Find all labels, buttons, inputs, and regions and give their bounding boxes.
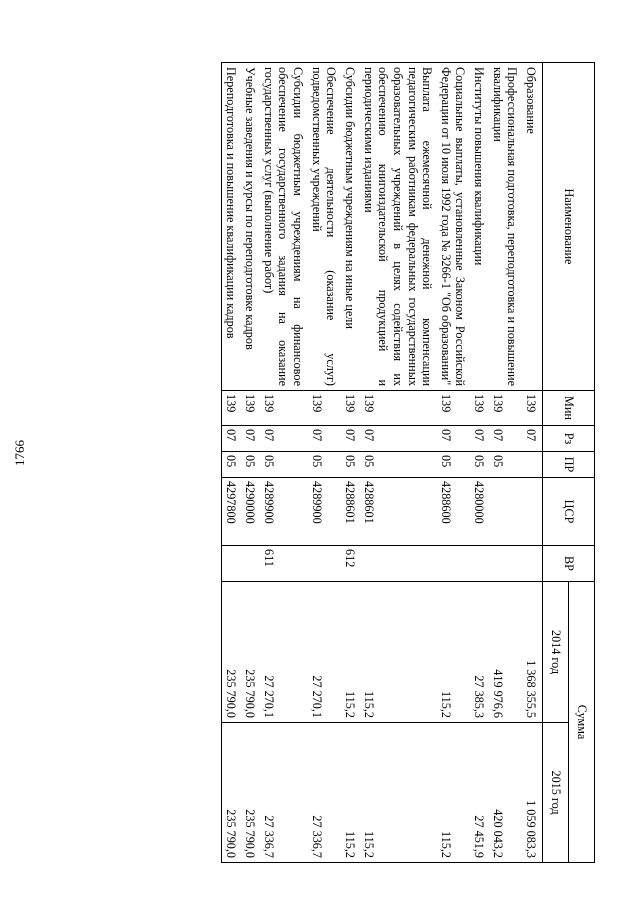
row-csr: 4288601	[340, 478, 359, 546]
row-name: Субсидии бюджетным учреждениям на финансовое обеспечение государственного задания на оказание государственных услуг (выполнение работ)	[259, 63, 307, 391]
header-vr: ВР	[543, 546, 595, 582]
row-2014: 235 790,0	[240, 582, 259, 723]
row-csr	[488, 478, 521, 546]
row-2015: 420 043,2	[488, 723, 521, 863]
row-2015: 27 336,7	[259, 723, 307, 863]
table-row	[221, 63, 240, 863]
row-rz: 07	[359, 426, 436, 452]
row-vr	[436, 546, 469, 582]
table-row	[359, 63, 436, 863]
row-2014: 1 368 355,5	[521, 582, 542, 723]
budget-table	[221, 62, 595, 863]
table-row	[259, 63, 307, 863]
table-row	[436, 63, 469, 863]
row-2015: 235 790,0	[221, 723, 240, 863]
row-name: Образование	[521, 63, 542, 391]
row-vr	[240, 546, 259, 582]
row-2014: 27 270,1	[259, 582, 307, 723]
table-row	[340, 63, 359, 863]
row-min: 139	[521, 391, 542, 426]
row-pr: 05	[240, 452, 259, 478]
row-csr: 4288600	[436, 478, 469, 546]
row-rz: 07	[340, 426, 359, 452]
table-body	[221, 63, 542, 863]
row-vr	[221, 546, 240, 582]
row-vr	[359, 546, 436, 582]
row-pr: 05	[307, 452, 340, 478]
row-csr	[521, 478, 542, 546]
row-min: 139	[359, 391, 436, 426]
header-name: Наименование	[543, 63, 595, 391]
row-rz: 07	[221, 426, 240, 452]
row-min: 139	[221, 391, 240, 426]
row-rz: 07	[469, 426, 488, 452]
row-min: 139	[340, 391, 359, 426]
row-csr: 4297800	[221, 478, 240, 546]
table-row	[521, 63, 542, 863]
header-rz: Рз	[543, 426, 595, 452]
row-2015: 115,2	[359, 723, 436, 863]
row-rz: 07	[240, 426, 259, 452]
row-name: Переподготовка и повышение квалификации кадров	[221, 63, 240, 391]
row-2014: 115,2	[340, 582, 359, 723]
row-pr: 05	[359, 452, 436, 478]
row-rz: 07	[307, 426, 340, 452]
row-2014: 419 976,6	[488, 582, 521, 723]
row-name: Выплата ежемесячной денежной компенсации педагогическим работникам федеральных государственных образовательных учреждений в целях содействия их обеспечению книгоиздательской продукцией и периодическими изданиями	[359, 63, 436, 391]
table-row	[488, 63, 521, 863]
table-header	[543, 63, 595, 863]
row-vr	[521, 546, 542, 582]
header-csr: ЦСР	[543, 478, 595, 546]
row-pr: 05	[340, 452, 359, 478]
row-2015: 115,2	[340, 723, 359, 863]
row-name: Социальные выплаты, установленные Законом Российской Федерации от 10 июля 1992 года № 3266-1 "Об образовании"	[436, 63, 469, 391]
row-min: 139	[469, 391, 488, 426]
row-pr	[521, 452, 542, 478]
row-min: 139	[488, 391, 521, 426]
row-pr: 05	[259, 452, 307, 478]
row-vr: 611	[259, 546, 307, 582]
page-number-block	[0, 398, 40, 508]
table-row	[240, 63, 259, 863]
row-csr: 4289900	[259, 478, 307, 546]
row-name: Институты повышения квалификации	[469, 63, 488, 391]
row-csr: 4288601	[359, 478, 436, 546]
row-name: Учебные заведения и курсы по переподготовке кадров	[240, 63, 259, 391]
row-min: 139	[259, 391, 307, 426]
row-2015: 27 336,7	[307, 723, 340, 863]
header-2015: 2015 год	[543, 723, 569, 863]
row-pr: 05	[221, 452, 240, 478]
row-pr: 05	[436, 452, 469, 478]
row-2015: 1 059 083,3	[521, 723, 542, 863]
header-2014: 2014 год	[543, 582, 569, 723]
header-sum: Сумма	[569, 582, 595, 863]
row-name: Профессиональная подготовка, переподготовка и повышение квалификации	[488, 63, 521, 391]
row-vr	[488, 546, 521, 582]
row-rz: 07	[259, 426, 307, 452]
row-2014: 235 790,0	[221, 582, 240, 723]
row-vr: 612	[340, 546, 359, 582]
row-rz: 07	[436, 426, 469, 452]
row-min: 139	[436, 391, 469, 426]
table-row	[307, 63, 340, 863]
row-pr: 05	[488, 452, 521, 478]
row-name: Субсидии бюджетным учреждениям на иные цели	[340, 63, 359, 391]
row-min: 139	[240, 391, 259, 426]
header-min: Мин	[543, 391, 595, 426]
row-vr	[469, 546, 488, 582]
row-2014: 27 270,1	[307, 582, 340, 723]
row-name: Обеспечение деятельности (оказание услуг) подведомственных учреждений	[307, 63, 340, 391]
row-csr: 4289900	[307, 478, 340, 546]
row-vr	[307, 546, 340, 582]
header-pr: ПР	[543, 452, 595, 478]
row-rz: 07	[521, 426, 542, 452]
rotated-document	[80, 62, 595, 862]
row-min: 139	[307, 391, 340, 426]
table-row	[469, 63, 488, 863]
row-rz: 07	[488, 426, 521, 452]
row-csr: 4280000	[469, 478, 488, 546]
row-csr: 4290000	[240, 478, 259, 546]
row-2015: 235 790,0	[240, 723, 259, 863]
row-2015: 27 451,9	[469, 723, 488, 863]
row-2014: 115,2	[359, 582, 436, 723]
row-2015: 115,2	[436, 723, 469, 863]
page-number: 1766	[12, 440, 27, 466]
row-2014: 27 385,3	[469, 582, 488, 723]
row-pr: 05	[469, 452, 488, 478]
row-2014: 115,2	[436, 582, 469, 723]
